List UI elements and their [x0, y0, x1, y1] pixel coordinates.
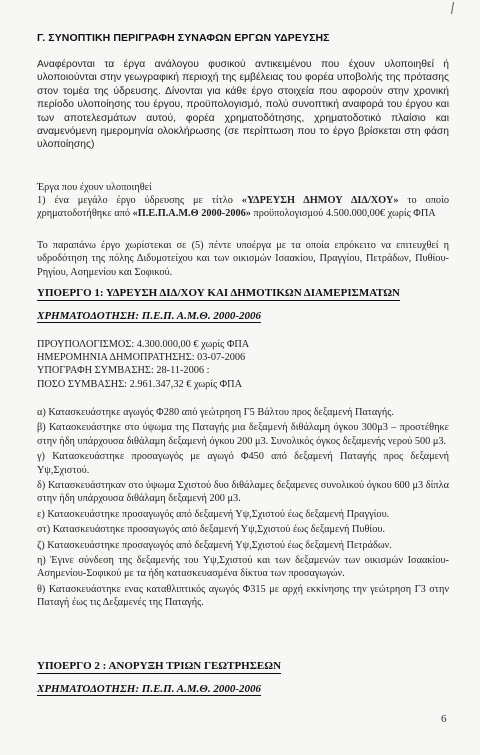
- list-item: η) Έγινε σύνδεση της δεξαμενής του Υψ,Σχιστού και των δεξαμενών των οικισμών Ισαακίου-Ασημενίου-Σοφικού με τα ήδη κατασκευασμένα δίκτυα των προσαγωγών.: [37, 555, 449, 580]
- page-number: 6: [441, 713, 447, 725]
- financing-heading-2-text: ΧΡΗΜΑΤΟΔΟΤΗΣΗ: Π.Ε.Π. Α.Μ.Θ. 2000-2006: [37, 683, 261, 695]
- budget-line: ΠΡΟΥΠΟΛΟΓΙΣΜΟΣ: 4.300.000,00 € χωρίς ΦΠΑ: [37, 339, 250, 350]
- project1-paragraph: [37, 194, 449, 221]
- project1-title: «ΥΔΡΕΥΣΗ ΔΗΜΟΥ ΔΙΔ/ΧΟΥ»: [241, 195, 399, 206]
- pen-mark: [451, 2, 462, 14]
- intro-paragraph: Αναφέρονται τα έργα ανάλογου φυσικού αντικειμένου που έχουν υλοποιηθεί ή υλοποιούνται στην γεωγραφική περιοχή της εμβέλειας του φορέα υποβολής της πρότασης στον τομέα της ύδρευσης. Δίνονται για κάθε έργο στοιχεία που αφορούν στην χρονική περίοδο υλοποίησης του έργου, προϋπολογισμό, πολύ συνοπτική αναφορά του έργου και των αποτελεσμάτων αυτού, φορέα χρηματοδότησης, χρηματοδοτικό πλαίσιο και αναμενόμενη ημερομηνία ολοκλήρωσης (σε περίπτωση που το έργο βρίσκεται στη φάση υλοποίησης): [37, 59, 449, 151]
- implemented-heading: Έργα που έχουν υλοποιηθεί: [37, 182, 152, 193]
- financing-heading-1: [37, 310, 261, 322]
- list-item: α) Κατασκευάστηκε αγωγός Φ280 από γεώτρηση Γ5 Βάλτου προς δεξαμενή Παταγής.: [37, 407, 394, 418]
- contract-amount-line: ΠΟΣΟ ΣΥΜΒΑΣΗΣ: 2.961.347,32 € χωρίς ΦΠΑ: [37, 378, 243, 390]
- works-list: [37, 406, 449, 612]
- list-item: στ) Κατασκευάστηκε προσαγωγός από δεξαμενή Υψ,Σχιστού έως δεξαμενή Πυθίου.: [37, 524, 386, 536]
- project1-program: «Π.Ε.Π.Α.Μ.Θ 2000-2006»: [132, 208, 251, 220]
- subproject1-heading-text: ΥΠΟΕΡΓΟ 1: ΥΔΡΕΥΣΗ ΔΙΔ/ΧΟΥ ΚΑΙ ΔΗΜΟΤΙΚΩΝ ΔΙΑΜΕΡΙΣΜΑΤΩΝ: [37, 287, 400, 299]
- subproject2-heading-text: ΥΠΟΕΡΓΟ 2 : ΑΝΟΡΥΞΗ ΤΡΙΩΝ ΓΕΩΤΡΗΣΕΩΝ: [37, 660, 282, 672]
- project1-middle: το οποίο χρηματοδοτήθηκε από: [37, 195, 449, 220]
- start-date-line: ΗΜΕΡΟΜΗΝΙΑ ΔΗΜΟΠΡΑΤΗΣΗΣ: 03-07-2006: [37, 352, 246, 364]
- list-item: ε) Κατασκευάστηκε προσαγωγός από δεξαμενή Υψ,Σχιστού έως δεξαμενή Πραγγίου.: [37, 508, 390, 520]
- list-item: δ) Κατασκευάστηκαν στο ύψωμα Σχιστού δυο διθάλαμες δεξαμενες συνολικού όγκου 600 μ3 δίπλα στην ήδη υπάρχουσα διθάλαμη δεξαμενή 200 μ3.: [37, 480, 449, 505]
- contract-sign-line: ΥΠΟΓΡΑΦΗ ΣΥΜΒΑΣΗΣ: 28-11-2006 :: [37, 365, 210, 377]
- split-paragraph: Το παραπάνω έργο χωρίστεκαι σε (5) πέντε υποέργα με τα οποία επρόκειτο να επιτευχθεί η υδροδότηση της πόλης Διδυμοτείχου και των οικισμών Ισαακίου, Πραγγίου, Πετράδων, Πυθίου-Ρηγίου, Ασημενίου και Σοφικού.: [37, 240, 449, 278]
- financing-heading-1-text: ΧΡΗΜΑΤΟΔΟΤΗΣΗ: Π.Ε.Π. Α.Μ.Θ. 2000-2006: [37, 310, 261, 322]
- project1-prefix: 1) ένα μεγάλο έργο ύδρευσης με τίτλο: [37, 195, 242, 206]
- section-title: Γ. ΣΥΝΟΠΤΙΚΗ ΠΕΡΙΓΡΑΦΗ ΣΥΝΑΦΩΝ ΕΡΓΩΝ ΥΔΡΕΥΣΗΣ: [37, 32, 330, 44]
- project1-suffix: προϋπολογισμού 4.500.000,00€ χωρίς ΦΠΑ: [250, 208, 436, 220]
- list-item: β) Κατασκευάστηκε στο ύψωμα της Παταγής μια δεξαμενή διθάλαμη όγκου 300μ3 – προστέθηκε στην ήδη υπάρχουσα διθάλαμη δεξαμενή όγκου 200 μ3. Συνολικός όγκος δεξαμενής νερού 500 μ3.: [37, 422, 449, 447]
- list-item: γ) Κατασκευάστηκε προσαγωγός με αγωγό Φ450 από δεξαμενή Παταγής προς δεξαμενή Υψ,Σχιστού.: [37, 451, 449, 476]
- financing-heading-2: [37, 683, 261, 695]
- list-item: ζ) Κατασκευάστηκε προσαγωγός από δεξαμενή Υψ,Σχιστού έως δεξαμενή Πετράδων.: [37, 539, 392, 551]
- subproject1-heading: [37, 287, 457, 299]
- subproject1-info: [37, 338, 337, 391]
- subproject2-heading: [37, 660, 457, 672]
- list-item: θ) Κατασκευάστηκε ενας καταθλιπτικός αγωγός Φ315 με αρχή εκκίνησης την γεώτρηση Γ3 στην Παταγή έως τις Δεξαμενές της Παταγής.: [37, 583, 449, 609]
